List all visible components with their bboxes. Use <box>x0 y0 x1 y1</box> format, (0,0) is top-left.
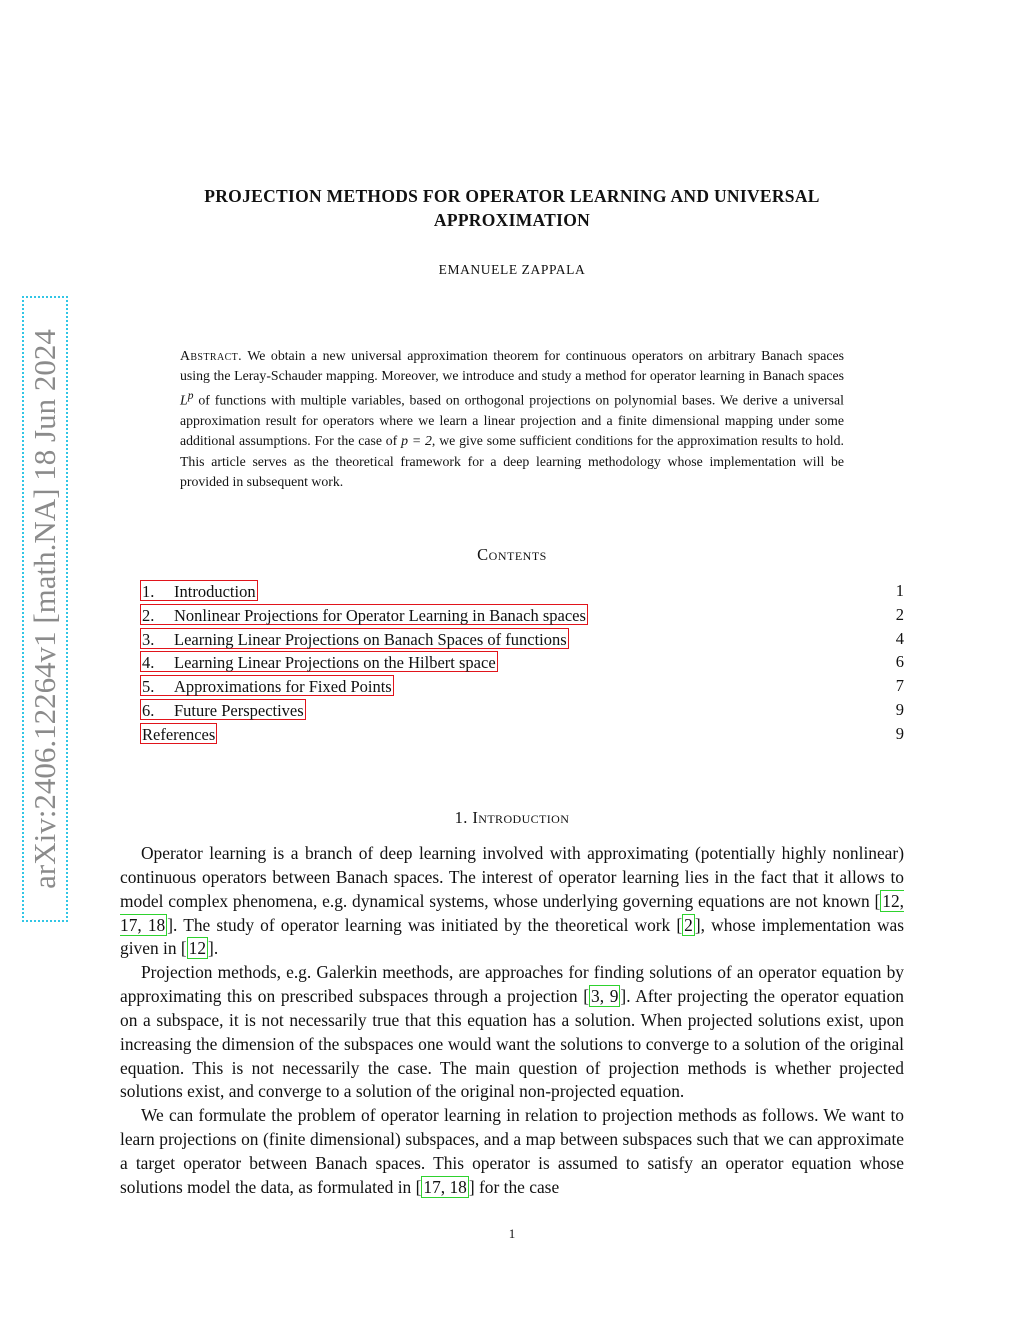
toc-number: 1. <box>142 582 155 601</box>
paper-title <box>120 184 904 232</box>
section-number: 1. <box>454 808 473 827</box>
paragraph-text: Operator learning is a branch of deep learning involved with approximating (potentially highly nonlinear) continuous operators between Banach spaces. The interest of operator learning lies in the fact that it allows to model complex phenomena, e.g. dynamical systems, whose underlying governing equations are not known <box>120 843 904 911</box>
paper-author: EMANUELE ZAPPALA <box>438 262 586 277</box>
arxiv-identifier-stamp[interactable] <box>22 296 68 922</box>
toc-page-number: 1 <box>895 581 904 600</box>
toc-number: 6. <box>142 700 155 720</box>
paragraph-text: . The study of operator learning was initiated by the theoretical work <box>173 914 677 935</box>
toc-row <box>140 580 906 604</box>
paper-title-line-1: PROJECTION METHODS FOR OPERATOR LEARNING AND UNIVERSAL <box>204 186 820 206</box>
paragraph: Operator learning is a branch of deep learning involved with approximating (potentially highly nonlinear) continuous operators between Banach spaces. The interest of operator learning lies in the fact that it allows to model complex phenomena, e.g. dynamical systems, whose underlying governing equations are not known [ 12, 17, 18 ]. The study of operator learning was initiated by the theoretical work [ 2 ], whose implementation was given in [ 12 ]. <box>120 843 904 959</box>
toc-number: 3. <box>142 629 155 649</box>
toc-number: 4. <box>142 653 155 673</box>
abstract-lp-exponent: p <box>187 390 194 403</box>
toc-label: Approximations for Fixed Points <box>174 677 392 697</box>
toc-row <box>140 651 906 675</box>
section-heading <box>120 808 904 828</box>
toc-row <box>140 604 906 628</box>
citation-link[interactable]: 17, 18 <box>423 1176 467 1197</box>
toc-page-number: 4 <box>895 628 904 648</box>
paragraph-text: , whose implementation was given in <box>120 914 904 959</box>
paragraph: We can formulate the problem of operator learning in relation to projection methods as follows. We want to learn projections on (finite dimensional) subspaces, and a map between subspaces such that we can approximate a target operator between Banach spaces. This operator is assumed to satisfy an operator equation whose solutions model the data, as formulated in [ 17, 18 ] for the case <box>120 1105 904 1197</box>
abstract-text-2: of functions with multiple variables, based on orthogonal projections on polynomial bases. We derive a universal approximation result for operators where we learn a linear projection and a finite dimensional mapping under some additional assumptions. For the case of <box>180 393 844 449</box>
abstract-text-3: , we give some sufficient conditions for the approximation results to hold. This article serves as the theoretical framework for a deep learning methodology whose implementation will be provided in subsequent work. <box>180 433 844 489</box>
toc-row <box>140 699 906 723</box>
paper-title-line-2: APPROXIMATION <box>433 210 591 230</box>
paragraph-text: We can formulate the problem of operator learning in relation to projection methods as follows. We want to learn projections on (finite dimensional) subspaces, and a map between subspaces such that we can approximate a target operator between Banach spaces. This operator is assumed to satisfy an operator equation whose solutions model the data, as formulated in <box>120 1105 904 1197</box>
arxiv-identifier-text[interactable]: arXiv:2406.12264v1 [math.NA] 18 Jun 2024 <box>27 329 62 889</box>
toc-label: Learning Linear Projections on Banach Spaces of functions <box>174 629 567 649</box>
toc-label: References <box>142 724 216 744</box>
table-of-contents <box>140 580 906 747</box>
paragraph-text: . After projecting the operator equation on a subspace, it is not necessarily true that this equation has a solution. When projected solutions exist, upon increasing the dimension of the subspaces one would want the solutions to converge to a solution of the original equation. This is not necessarily the case. The main question of projection methods is whether projected solutions exist, and converge to a solution of the original non-projected equation. <box>120 986 905 1102</box>
toc-page-number: 7 <box>895 676 904 696</box>
toc-link-future-perspectives[interactable] <box>140 699 306 720</box>
toc-link-linear-projections-hilbert[interactable] <box>140 651 498 672</box>
toc-page-number: 9 <box>895 723 904 743</box>
contents-heading: Contents <box>477 545 547 564</box>
section-name: Introduction <box>472 808 570 827</box>
toc-label: Nonlinear Projections for Operator Learning in Banach spaces <box>174 605 586 625</box>
toc-number: 5. <box>142 677 155 697</box>
toc-link-nonlinear-projections[interactable] <box>140 604 588 625</box>
toc-label: Future Perspectives <box>174 700 304 720</box>
paragraph-text: Projection methods, e.g. Galerkin meethods, are approaches for finding solutions of an operator equation by approximating this on prescribed subspaces through a projection <box>120 962 904 1007</box>
paragraph-text: for the case <box>474 1176 560 1197</box>
page-number: 1 <box>508 1226 516 1241</box>
abstract-lp-symbol: L <box>180 393 188 408</box>
paragraph: Projection methods, e.g. Galerkin meethods, are approaches for finding solutions of an operator equation by approximating this on prescribed subspaces through a projection [ 3, 9 ]. After projecting the operator equation on a subspace, it is not necessarily true that this equation has a solution. When projected solutions exist, upon increasing the dimension of the subspaces one would want the solutions to converge to a solution of the original equation. This is not necessarily the case. The main question of projection methods is whether projected solutions exist, and converge to a solution of the original non-projected equation. <box>120 962 905 1102</box>
toc-row <box>140 675 906 699</box>
citation-link[interactable]: 12, 17, 18 <box>120 890 904 935</box>
abstract-text-1: We obtain a new universal approximation theorem for continuous operators on arbitrary Banach spaces using the Leray-Schauder mapping. Moreover, we introduce and study a method for operator learning in Banach spaces <box>180 348 844 384</box>
citation-link[interactable]: 12 <box>188 938 207 959</box>
body-text <box>120 842 904 1200</box>
paragraph-text: . <box>213 938 219 959</box>
citation-link[interactable]: 2 <box>684 914 693 935</box>
toc-link-introduction[interactable] <box>140 580 258 601</box>
toc-label: Introduction <box>174 582 256 601</box>
citation-link[interactable]: 3, 9 <box>591 986 619 1007</box>
toc-number: 2. <box>142 605 155 625</box>
toc-row <box>140 628 906 652</box>
toc-link-fixed-points[interactable] <box>140 675 394 696</box>
toc-page-number: 6 <box>895 652 904 672</box>
toc-page-number: 2 <box>895 604 904 624</box>
abstract <box>180 346 844 492</box>
abstract-heading: Abstract. <box>180 348 243 363</box>
toc-link-references[interactable] <box>140 723 217 744</box>
toc-page-number: 9 <box>895 699 904 719</box>
abstract-p-equals-2: p = 2 <box>401 433 432 449</box>
toc-row <box>140 723 906 747</box>
toc-link-linear-projections-banach[interactable] <box>140 628 569 649</box>
toc-label: Learning Linear Projections on the Hilbert space <box>174 653 496 673</box>
